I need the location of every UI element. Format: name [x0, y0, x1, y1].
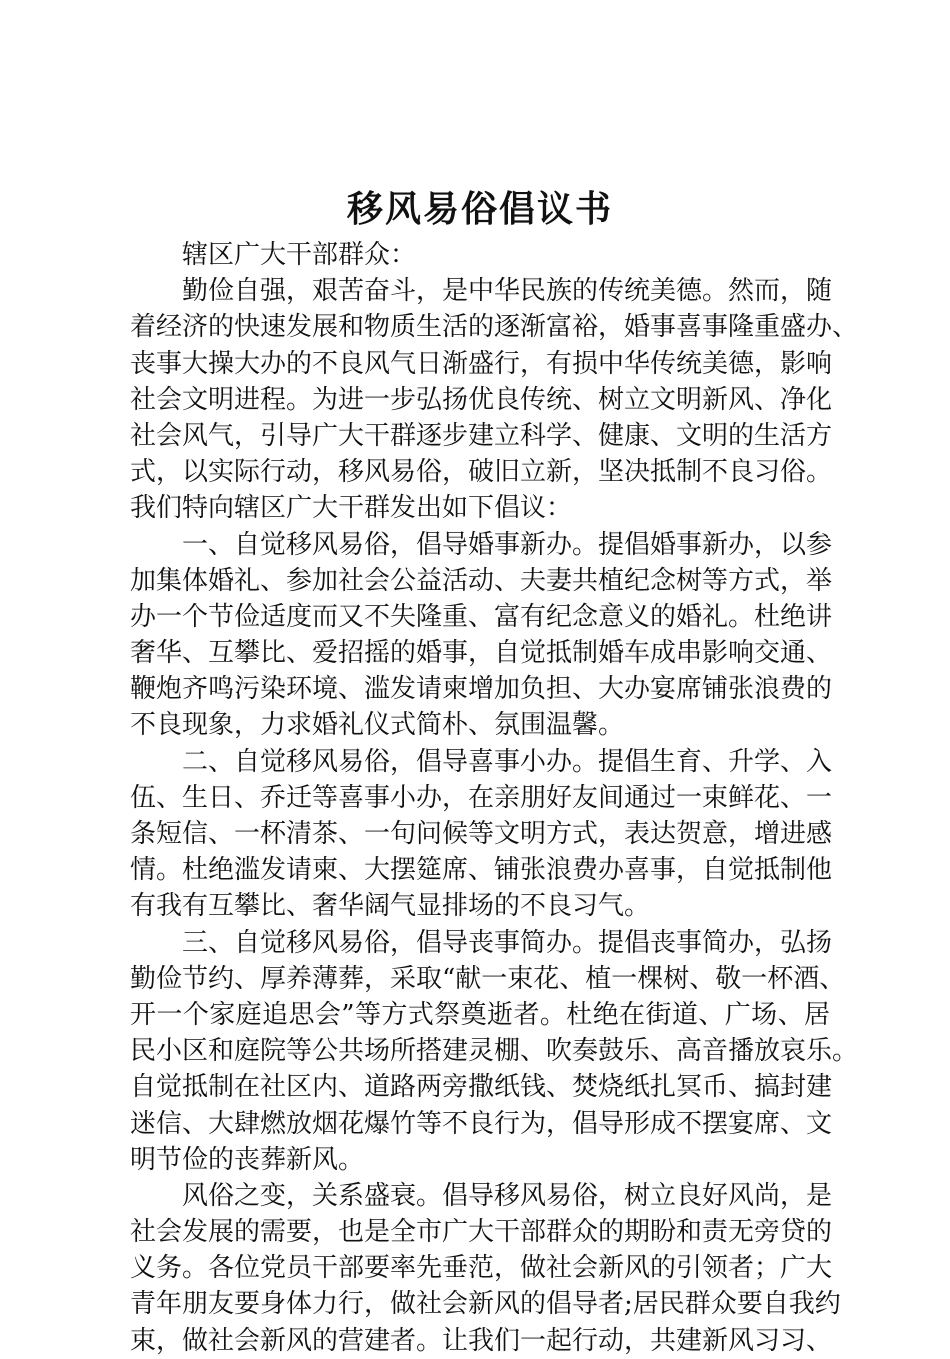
text-line: 风俗之变，关系盛衰。倡导移风易俗，树立良好风尚，是	[182, 1180, 833, 1211]
salutation: 辖区广大干部群众：	[182, 240, 417, 270]
text-line: 三、自觉移风易俗，倡导丧事简办。提倡丧事简办，弘扬	[182, 927, 833, 958]
text-line: 式，以实际行动，移风易俗，破旧立新，坚决抵制不良习俗。	[130, 457, 833, 488]
document-title: 移风易俗倡议书	[346, 188, 613, 230]
text-line: 勤俭节约、厚养薄葬，采取“献一束花、植一棵树、敬一杯酒、	[130, 963, 846, 994]
paragraph-funeral	[130, 925, 859, 1178]
text-line: 义务。各位党员干部要率先垂范，做社会新风的引领者；广大	[130, 1253, 833, 1284]
text-line: 青年朋友要身体力行，做社会新风的倡导者;居民群众要自我约	[130, 1289, 841, 1320]
text-line: 奢华、互攀比、爱招摇的婚事，自觉抵制婚车成串影响交通、	[130, 638, 833, 669]
text-line: 我们特向辖区广大干群发出如下倡议：	[130, 493, 573, 524]
text-line: 社会文明进程。为进一步弘扬优良传统、树立文明新风、净化	[130, 384, 833, 415]
text-line: 二、自觉移风易俗，倡导喜事小办。提倡生育、升学、入	[182, 746, 833, 777]
text-line: 束，做社会新风的营建者。让我们一起行动，共建新风习习、	[130, 1325, 833, 1356]
text-line: 着经济的快速发展和物质生活的逐渐富裕，婚事喜事隆重盛办、	[130, 312, 859, 343]
paragraph-celebration	[130, 744, 833, 925]
text-line: 条短信、一杯清茶、一句问候等文明方式，表达贺意，增进感	[130, 819, 833, 850]
text-line: 有我有互攀比、奢华阔气显排场的不良习气。	[130, 891, 651, 922]
text-line: 社会发展的需要，也是全市广大干部群众的期盼和责无旁贷的	[130, 1217, 833, 1248]
text-line: 丧事大操大办的不良风气日渐盛行，有损中华传统美德，影响	[130, 348, 833, 379]
text-line: 办一个节俭适度而又不失隆重、富有纪念意义的婚礼。杜绝讲	[130, 601, 833, 632]
text-line: 加集体婚礼、参加社会公益活动、夫妻共植纪念树等方式，举	[130, 565, 833, 596]
text-line: 迷信、大肆燃放烟花爆竹等不良行为，倡导形成不摆宴席、文	[130, 1108, 833, 1139]
text-line: 勤俭自强，艰苦奋斗，是中华民族的传统美德。然而，随	[182, 276, 833, 307]
paragraph-intro	[130, 273, 859, 526]
text-line: 一、自觉移风易俗，倡导婚事新办。提倡婚事新办，以参	[182, 529, 833, 560]
paragraph-closing	[130, 1178, 841, 1359]
text-line: 开一个家庭追思会”等方式祭奠逝者。杜绝在街道、广场、居	[130, 999, 830, 1030]
text-line: 伍、生日、乔迁等喜事小办，在亲朋好友间通过一束鲜花、一	[130, 782, 833, 813]
text-line: 鞭炮齐鸣污染环境、滥发请柬增加负担、大办宴席铺张浪费的	[130, 674, 833, 705]
text-line: 明节俭的丧葬新风。	[130, 1144, 365, 1175]
text-line: 民小区和庭院等公共场所搭建灵棚、吹奏鼓乐、高音播放哀乐。	[130, 1036, 859, 1067]
document-page	[130, 182, 859, 1359]
text-line: 自觉抵制在社区内、道路两旁撒纸钱、焚烧纸扎冥币、搞封建	[130, 1072, 833, 1103]
text-line: 情。杜绝滥发请柬、大摆筵席、铺张浪费办喜事，自觉抵制他	[130, 855, 833, 886]
text-line: 不良现象，力求婚礼仪式简朴、氛围温馨。	[130, 710, 625, 741]
text-line: 社会风气，引导广大干群逐步建立科学、健康、文明的生活方	[130, 420, 833, 451]
paragraph-wedding	[130, 527, 833, 744]
